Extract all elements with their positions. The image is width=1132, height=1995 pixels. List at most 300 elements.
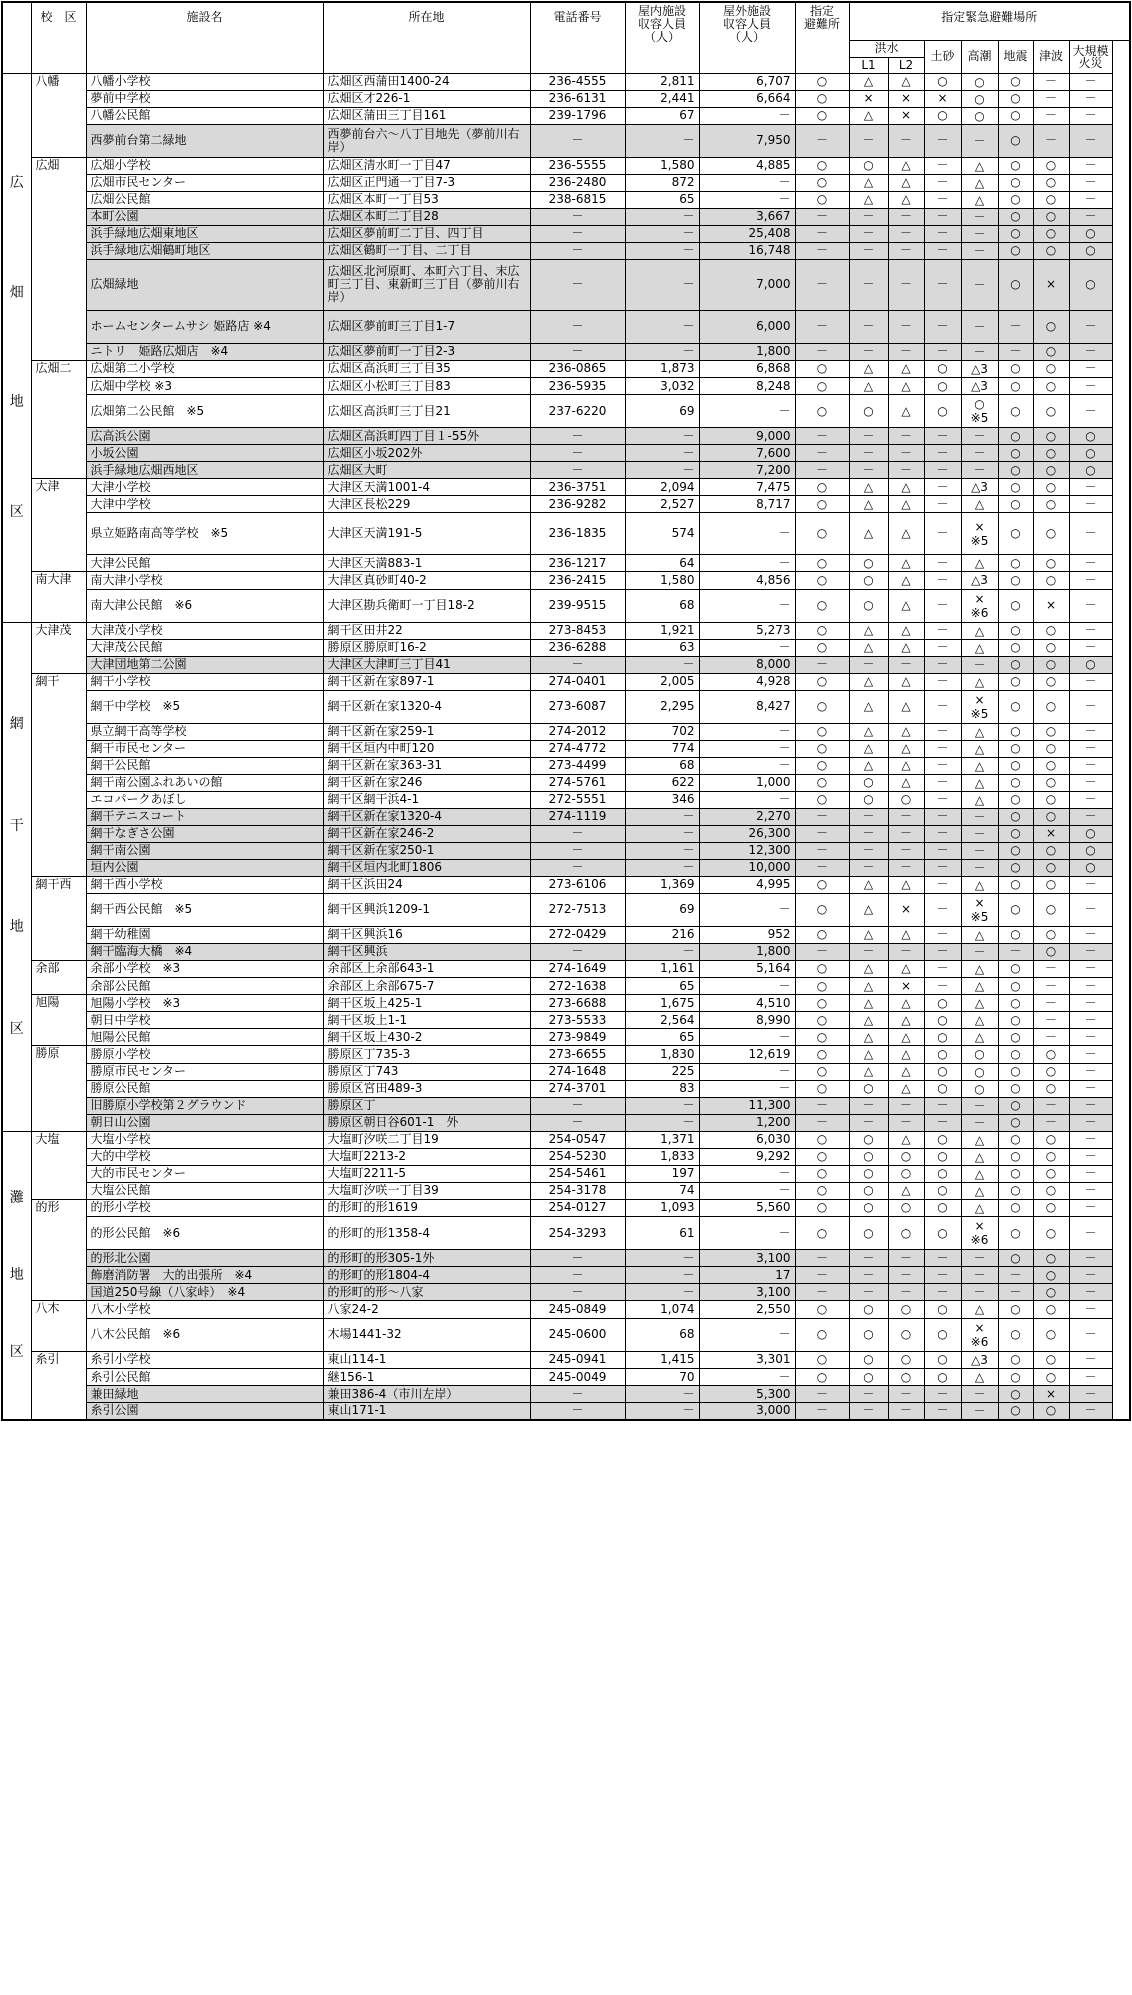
- landslide-mark: －: [924, 774, 961, 791]
- indoor-capacity: －: [625, 859, 699, 876]
- facility-address: 広畑区小坂202外: [323, 445, 530, 462]
- flood-l1-mark: △: [849, 673, 888, 690]
- flood-l1-mark: △: [849, 174, 888, 191]
- large-fire-mark: －: [1069, 1386, 1112, 1403]
- table-row: [2, 1301, 1130, 1319]
- landslide-mark: －: [924, 673, 961, 690]
- landslide-mark: －: [924, 893, 961, 926]
- facility-name: 的形小学校: [86, 1199, 323, 1217]
- facility-phone: 273-4499: [530, 757, 625, 774]
- storm-surge-mark: △: [961, 1369, 998, 1386]
- facility-address: 広畑区正門通一丁目7-3: [323, 174, 530, 191]
- designated-shelter-mark: ○: [795, 757, 849, 774]
- outdoor-capacity: 1,000: [699, 774, 795, 791]
- facility-phone: 236-1217: [530, 555, 625, 572]
- table-row: [2, 656, 1130, 673]
- storm-surge-mark: －: [961, 225, 998, 242]
- designated-shelter-mark: ○: [795, 1046, 849, 1063]
- header-facility: 施設名: [86, 2, 323, 73]
- flood-l2-mark: ○: [888, 1165, 924, 1182]
- indoor-capacity: 2,811: [625, 73, 699, 90]
- large-fire-mark: －: [1069, 1199, 1112, 1217]
- indoor-capacity: 574: [625, 513, 699, 555]
- large-fire-mark: －: [1069, 395, 1112, 428]
- tsunami-mark: ○: [1033, 893, 1069, 926]
- large-fire-mark: －: [1069, 360, 1112, 377]
- header-district: 校 区: [31, 2, 86, 73]
- indoor-capacity: －: [625, 656, 699, 673]
- facility-name: 広畑第二小学校: [86, 360, 323, 377]
- large-fire-mark: －: [1069, 1351, 1112, 1369]
- tsunami-mark: ○: [1033, 656, 1069, 673]
- facility-name: 浜手緑地広畑西地区: [86, 462, 323, 479]
- flood-l1-mark: －: [849, 462, 888, 479]
- indoor-capacity: 61: [625, 1217, 699, 1250]
- facility-name: 南大津小学校: [86, 572, 323, 589]
- earthquake-mark: ○: [998, 124, 1033, 157]
- storm-surge-mark: △: [961, 639, 998, 656]
- flood-l1-mark: －: [849, 1386, 888, 1403]
- designated-shelter-mark: －: [795, 1284, 849, 1301]
- large-fire-mark: －: [1069, 1148, 1112, 1165]
- outdoor-capacity: －: [699, 723, 795, 740]
- tsunami-mark: ○: [1033, 1284, 1069, 1301]
- tsunami-mark: ○: [1033, 723, 1069, 740]
- landslide-mark: －: [924, 462, 961, 479]
- storm-surge-mark: △: [961, 555, 998, 572]
- tsunami-mark: ○: [1033, 876, 1069, 893]
- outdoor-capacity: 26,300: [699, 825, 795, 842]
- table-row: [2, 479, 1130, 496]
- facility-name: 広畑緑地: [86, 259, 323, 310]
- flood-l2-mark: －: [888, 808, 924, 825]
- indoor-capacity: －: [625, 259, 699, 310]
- designated-shelter-mark: ○: [795, 1182, 849, 1199]
- flood-l1-mark: △: [849, 622, 888, 639]
- landslide-mark: ○: [924, 1131, 961, 1148]
- indoor-capacity: －: [625, 208, 699, 225]
- earthquake-mark: ○: [998, 360, 1033, 377]
- indoor-capacity: 216: [625, 926, 699, 943]
- tsunami-mark: ○: [1033, 943, 1069, 960]
- facility-address: 勝原区丁: [323, 1097, 530, 1114]
- large-fire-mark: ○: [1069, 462, 1112, 479]
- indoor-capacity: 2,441: [625, 90, 699, 107]
- storm-surge-mark: △3: [961, 360, 998, 377]
- storm-surge-mark: －: [961, 208, 998, 225]
- flood-l1-mark: －: [849, 242, 888, 259]
- landslide-mark: －: [924, 656, 961, 673]
- designated-shelter-mark: ○: [795, 73, 849, 90]
- facility-phone: 245-0849: [530, 1301, 625, 1319]
- facility-address: 網干区田井22: [323, 622, 530, 639]
- flood-l1-mark: －: [849, 859, 888, 876]
- flood-l2-mark: △: [888, 589, 924, 622]
- landslide-mark: －: [924, 1250, 961, 1267]
- designated-shelter-mark: ○: [795, 191, 849, 208]
- tsunami-mark: －: [1033, 124, 1069, 157]
- landslide-mark: ○: [924, 1012, 961, 1029]
- storm-surge-mark: △: [961, 960, 998, 977]
- facility-address: 西夢前台六～八丁目地先（夢前川右岸）: [323, 124, 530, 157]
- storm-surge-mark: ○: [961, 1063, 998, 1080]
- facility-phone: －: [530, 1097, 625, 1114]
- earthquake-mark: ○: [998, 859, 1033, 876]
- school-district-name: 広畑: [31, 157, 86, 360]
- flood-l1-mark: ○: [849, 791, 888, 808]
- earthquake-mark: ○: [998, 1369, 1033, 1386]
- storm-surge-mark: ○: [961, 1046, 998, 1063]
- large-fire-mark: －: [1069, 1182, 1112, 1199]
- earthquake-mark: ○: [998, 428, 1033, 445]
- earthquake-mark: ○: [998, 73, 1033, 90]
- region-label-char: 区: [9, 1020, 24, 1037]
- facility-address: 的形町的形1358-4: [323, 1217, 530, 1250]
- flood-l1-mark: △: [849, 876, 888, 893]
- outdoor-capacity: －: [699, 107, 795, 124]
- storm-surge-mark: △: [961, 926, 998, 943]
- table-row: [2, 622, 1130, 639]
- facility-name: 大津茂公民館: [86, 639, 323, 656]
- outdoor-capacity: 5,164: [699, 960, 795, 977]
- landslide-mark: ○: [924, 1148, 961, 1165]
- tsunami-mark: ○: [1033, 859, 1069, 876]
- flood-l1-mark: △: [849, 360, 888, 377]
- flood-l2-mark: △: [888, 395, 924, 428]
- region-label-char: 網: [9, 716, 24, 733]
- region-label-text: [3, 1132, 31, 1419]
- flood-l2-mark: ×: [888, 893, 924, 926]
- facility-name: 広畑第二公民館 ※5: [86, 395, 323, 428]
- table-row: [2, 1403, 1130, 1420]
- outdoor-capacity: 4,928: [699, 673, 795, 690]
- tsunami-mark: ○: [1033, 378, 1069, 395]
- table-row: [2, 1165, 1130, 1182]
- flood-l2-mark: －: [888, 1250, 924, 1267]
- header-large-fire: 大規模 火災: [1069, 40, 1112, 73]
- large-fire-mark: ○: [1069, 428, 1112, 445]
- facility-phone: －: [530, 343, 625, 360]
- facility-name: エコパークあぼし: [86, 791, 323, 808]
- facility-phone: 254-3293: [530, 1217, 625, 1250]
- indoor-capacity: －: [625, 1250, 699, 1267]
- table-row: [2, 842, 1130, 859]
- designated-shelter-mark: －: [795, 1403, 849, 1420]
- landslide-mark: ○: [924, 395, 961, 428]
- tsunami-mark: ○: [1033, 310, 1069, 343]
- large-fire-mark: －: [1069, 1114, 1112, 1131]
- facility-name: 大津茂小学校: [86, 622, 323, 639]
- facility-phone: 236-4555: [530, 73, 625, 90]
- flood-l2-mark: －: [888, 1114, 924, 1131]
- facility-phone: －: [530, 310, 625, 343]
- flood-l2-mark: ×: [888, 978, 924, 995]
- tsunami-mark: ○: [1033, 1063, 1069, 1080]
- designated-shelter-mark: ○: [795, 1369, 849, 1386]
- school-district-name: 網干西: [31, 876, 86, 960]
- facility-phone: 273-6688: [530, 995, 625, 1012]
- facility-phone: 236-1835: [530, 513, 625, 555]
- outdoor-capacity: 4,856: [699, 572, 795, 589]
- storm-surge-mark: －: [961, 428, 998, 445]
- tsunami-mark: ○: [1033, 191, 1069, 208]
- facility-name: 糸引公民館: [86, 1369, 323, 1386]
- designated-shelter-mark: －: [795, 808, 849, 825]
- earthquake-mark: ○: [998, 1114, 1033, 1131]
- indoor-capacity: 1,580: [625, 157, 699, 174]
- indoor-capacity: －: [625, 842, 699, 859]
- large-fire-mark: －: [1069, 893, 1112, 926]
- indoor-capacity: 1,369: [625, 876, 699, 893]
- table-row: [2, 310, 1130, 343]
- outdoor-capacity: 2,270: [699, 808, 795, 825]
- facility-name: 大津公民館: [86, 555, 323, 572]
- facility-address: 広畑区西蒲田1400-24: [323, 73, 530, 90]
- indoor-capacity: 63: [625, 639, 699, 656]
- earthquake-mark: ○: [998, 1063, 1033, 1080]
- storm-surge-mark: △3: [961, 572, 998, 589]
- landslide-mark: －: [924, 445, 961, 462]
- indoor-capacity: －: [625, 1114, 699, 1131]
- indoor-capacity: －: [625, 242, 699, 259]
- designated-shelter-mark: －: [795, 310, 849, 343]
- facility-name: 広畑小学校: [86, 157, 323, 174]
- large-fire-mark: －: [1069, 808, 1112, 825]
- landslide-mark: －: [924, 174, 961, 191]
- storm-surge-mark: × ※6: [961, 589, 998, 622]
- school-district-name: 的形: [31, 1199, 86, 1301]
- flood-l2-mark: ×: [888, 107, 924, 124]
- landslide-mark: ○: [924, 995, 961, 1012]
- landslide-mark: －: [924, 1403, 961, 1420]
- table-row: [2, 1063, 1130, 1080]
- facility-address: 広畑区本町一丁目53: [323, 191, 530, 208]
- designated-shelter-mark: ○: [795, 1351, 849, 1369]
- storm-surge-mark: －: [961, 310, 998, 343]
- facility-address: 的形町的形305-1外: [323, 1250, 530, 1267]
- outdoor-capacity: 7,600: [699, 445, 795, 462]
- facility-address: 勝原区勝原町16-2: [323, 639, 530, 656]
- facility-phone: 245-0941: [530, 1351, 625, 1369]
- flood-l1-mark: －: [849, 343, 888, 360]
- flood-l2-mark: △: [888, 690, 924, 723]
- earthquake-mark: ○: [998, 208, 1033, 225]
- facility-name: 本町公園: [86, 208, 323, 225]
- storm-surge-mark: －: [961, 124, 998, 157]
- large-fire-mark: －: [1069, 791, 1112, 808]
- school-district-name: 大津茂: [31, 622, 86, 673]
- outdoor-capacity: 1,800: [699, 343, 795, 360]
- flood-l1-mark: ○: [849, 1165, 888, 1182]
- tsunami-mark: －: [1033, 1029, 1069, 1046]
- facility-address: 網干区新在家250-1: [323, 842, 530, 859]
- tsunami-mark: ○: [1033, 673, 1069, 690]
- large-fire-mark: －: [1069, 690, 1112, 723]
- facility-name: 旧勝原小学校第２グラウンド: [86, 1097, 323, 1114]
- landslide-mark: ○: [924, 1369, 961, 1386]
- flood-l1-mark: △: [849, 740, 888, 757]
- facility-address: 余部区上余部675-7: [323, 978, 530, 995]
- designated-shelter-mark: ○: [795, 90, 849, 107]
- header-outdoor-capacity: 屋外施設 収容人員 （人）: [699, 2, 795, 73]
- landslide-mark: －: [924, 978, 961, 995]
- outdoor-capacity: 3,667: [699, 208, 795, 225]
- flood-l1-mark: －: [849, 1284, 888, 1301]
- storm-surge-mark: × ※5: [961, 893, 998, 926]
- large-fire-mark: －: [1069, 1267, 1112, 1284]
- flood-l1-mark: ○: [849, 1217, 888, 1250]
- tsunami-mark: ○: [1033, 622, 1069, 639]
- flood-l2-mark: △: [888, 876, 924, 893]
- flood-l1-mark: △: [849, 191, 888, 208]
- storm-surge-mark: △: [961, 774, 998, 791]
- facility-phone: －: [530, 943, 625, 960]
- indoor-capacity: －: [625, 124, 699, 157]
- outdoor-capacity: －: [699, 1318, 795, 1351]
- earthquake-mark: ○: [998, 445, 1033, 462]
- designated-shelter-mark: －: [795, 343, 849, 360]
- landslide-mark: －: [924, 622, 961, 639]
- facility-address: 広畑区夢前町一丁目2-3: [323, 343, 530, 360]
- tsunami-mark: －: [1033, 1097, 1069, 1114]
- landslide-mark: ○: [924, 1318, 961, 1351]
- facility-address: 大津区天満1001-4: [323, 479, 530, 496]
- storm-surge-mark: －: [961, 656, 998, 673]
- flood-l2-mark: △: [888, 572, 924, 589]
- facility-address: 広畑区蒲田三丁目161: [323, 107, 530, 124]
- landslide-mark: －: [924, 1114, 961, 1131]
- facility-name: 網干臨海大橋 ※4: [86, 943, 323, 960]
- earthquake-mark: ○: [998, 378, 1033, 395]
- indoor-capacity: －: [625, 462, 699, 479]
- flood-l2-mark: －: [888, 310, 924, 343]
- storm-surge-mark: －: [961, 445, 998, 462]
- flood-l2-mark: －: [888, 1097, 924, 1114]
- large-fire-mark: －: [1069, 1046, 1112, 1063]
- table-row: [2, 462, 1130, 479]
- tsunami-mark: ○: [1033, 513, 1069, 555]
- outdoor-capacity: 3,301: [699, 1351, 795, 1369]
- earthquake-mark: ○: [998, 825, 1033, 842]
- facility-phone: 254-0547: [530, 1131, 625, 1148]
- region-label-char: 地: [9, 1267, 24, 1283]
- indoor-capacity: 70: [625, 1369, 699, 1386]
- tsunami-mark: ○: [1033, 1182, 1069, 1199]
- earthquake-mark: ○: [998, 1199, 1033, 1217]
- indoor-capacity: 225: [625, 1063, 699, 1080]
- outdoor-capacity: －: [699, 191, 795, 208]
- facility-phone: 273-5533: [530, 1012, 625, 1029]
- landslide-mark: －: [924, 191, 961, 208]
- earthquake-mark: ○: [998, 1182, 1033, 1199]
- flood-l2-mark: －: [888, 242, 924, 259]
- landslide-mark: －: [924, 808, 961, 825]
- facility-name: 大的中学校: [86, 1148, 323, 1165]
- flood-l1-mark: ○: [849, 1182, 888, 1199]
- outdoor-capacity: 8,248: [699, 378, 795, 395]
- facility-phone: －: [530, 1284, 625, 1301]
- facility-address: 広畑区北河原町、本町六丁目、末広町三丁目、東新町三丁目（夢前川右岸）: [323, 259, 530, 310]
- large-fire-mark: －: [1069, 740, 1112, 757]
- facility-phone: 273-6087: [530, 690, 625, 723]
- table-row: [2, 1080, 1130, 1097]
- flood-l1-mark: ○: [849, 157, 888, 174]
- large-fire-mark: －: [1069, 479, 1112, 496]
- earthquake-mark: ○: [998, 1131, 1033, 1148]
- tsunami-mark: ○: [1033, 791, 1069, 808]
- facility-phone: 236-5935: [530, 378, 625, 395]
- outdoor-capacity: 7,475: [699, 479, 795, 496]
- outdoor-capacity: 10,000: [699, 859, 795, 876]
- large-fire-mark: －: [1069, 1063, 1112, 1080]
- landslide-mark: －: [924, 757, 961, 774]
- flood-l1-mark: △: [849, 926, 888, 943]
- flood-l2-mark: －: [888, 428, 924, 445]
- table-row: [2, 774, 1130, 791]
- earthquake-mark: －: [998, 1267, 1033, 1284]
- facility-phone: －: [530, 462, 625, 479]
- table-row: [2, 1097, 1130, 1114]
- earthquake-mark: ○: [998, 639, 1033, 656]
- facility-name: 余部公民館: [86, 978, 323, 995]
- tsunami-mark: ○: [1033, 462, 1069, 479]
- designated-shelter-mark: －: [795, 445, 849, 462]
- flood-l1-mark: △: [849, 723, 888, 740]
- landslide-mark: ○: [924, 378, 961, 395]
- earthquake-mark: ○: [998, 1029, 1033, 1046]
- flood-l2-mark: △: [888, 622, 924, 639]
- table-header: [2, 2, 1130, 73]
- tsunami-mark: ○: [1033, 1131, 1069, 1148]
- table-row: [2, 360, 1130, 377]
- facility-phone: 254-5461: [530, 1165, 625, 1182]
- flood-l2-mark: △: [888, 360, 924, 377]
- flood-l2-mark: △: [888, 995, 924, 1012]
- tsunami-mark: ○: [1033, 395, 1069, 428]
- school-district-name: 勝原: [31, 1046, 86, 1131]
- facility-phone: －: [530, 825, 625, 842]
- region-label-char: 干: [9, 817, 24, 834]
- flood-l1-mark: －: [849, 259, 888, 310]
- landslide-mark: －: [924, 859, 961, 876]
- earthquake-mark: ○: [998, 589, 1033, 622]
- indoor-capacity: －: [625, 943, 699, 960]
- earthquake-mark: ○: [998, 191, 1033, 208]
- flood-l2-mark: △: [888, 1080, 924, 1097]
- facility-address: 網干区興浜16: [323, 926, 530, 943]
- tsunami-mark: ×: [1033, 259, 1069, 310]
- flood-l1-mark: ○: [849, 1080, 888, 1097]
- flood-l1-mark: △: [849, 378, 888, 395]
- table-row: [2, 174, 1130, 191]
- flood-l1-mark: △: [849, 978, 888, 995]
- landslide-mark: ○: [924, 1351, 961, 1369]
- table-row: [2, 808, 1130, 825]
- facility-phone: 274-1648: [530, 1063, 625, 1080]
- storm-surge-mark: △: [961, 157, 998, 174]
- outdoor-capacity: －: [699, 740, 795, 757]
- landslide-mark: ○: [924, 1046, 961, 1063]
- header-flood: 洪水: [849, 40, 924, 57]
- tsunami-mark: ○: [1033, 842, 1069, 859]
- large-fire-mark: －: [1069, 310, 1112, 343]
- table-row: [2, 157, 1130, 174]
- earthquake-mark: ○: [998, 757, 1033, 774]
- storm-surge-mark: △: [961, 791, 998, 808]
- facility-phone: －: [530, 1403, 625, 1420]
- table-row: [2, 73, 1130, 90]
- facility-name: 網干中学校 ※5: [86, 690, 323, 723]
